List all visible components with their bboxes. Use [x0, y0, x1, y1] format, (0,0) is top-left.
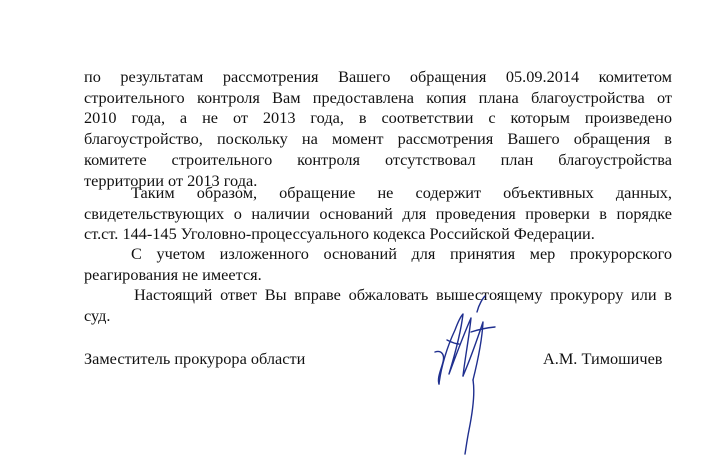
text-line: С учетом изложенного оснований для принятия мер прокурорского	[131, 244, 672, 263]
paragraph-appeal-notice	[84, 285, 672, 326]
text-line: благоустройство, поскольку на момент рассмотрения Вашего обращения в	[84, 129, 672, 149]
text-line: территории от 2013 года.	[84, 170, 258, 190]
text-line: 2010 года, а не от 2013 года, в соответствии с которым произведено	[84, 108, 672, 128]
text-line: ст.ст. 144-145 Уголовно-процессуального кодекса Российской Федерации.	[84, 224, 595, 244]
text-line: комитете строительного контроля отсутствовал план благоустройства	[84, 149, 672, 169]
paragraph-inspection-details	[84, 67, 672, 191]
signatory-name: А.М. Тимошичев	[543, 349, 663, 368]
text-line: реагирования не имеется.	[84, 264, 262, 284]
paragraph-no-grounds	[84, 244, 672, 285]
text-line: Настоящий ответ Вы вправе обжаловать вышестоящему прокурору или в	[134, 285, 672, 304]
text-line: по результатам рассмотрения Вашего обращения 05.09.2014 комитетом	[84, 67, 672, 86]
signatory-position: Заместитель прокурора области	[84, 349, 306, 368]
paragraph-conclusion	[84, 183, 672, 245]
text-line: суд.	[84, 305, 111, 325]
text-line: строительного контроля Вам предоставлена копия плана благоустройства от	[84, 87, 672, 107]
text-line: свидетельствующих о наличии оснований для проведения проверки в порядке	[84, 203, 672, 223]
text-line: Таким образом, обращение не содержит объективных данных,	[131, 183, 672, 202]
handwritten-signature	[425, 292, 505, 457]
